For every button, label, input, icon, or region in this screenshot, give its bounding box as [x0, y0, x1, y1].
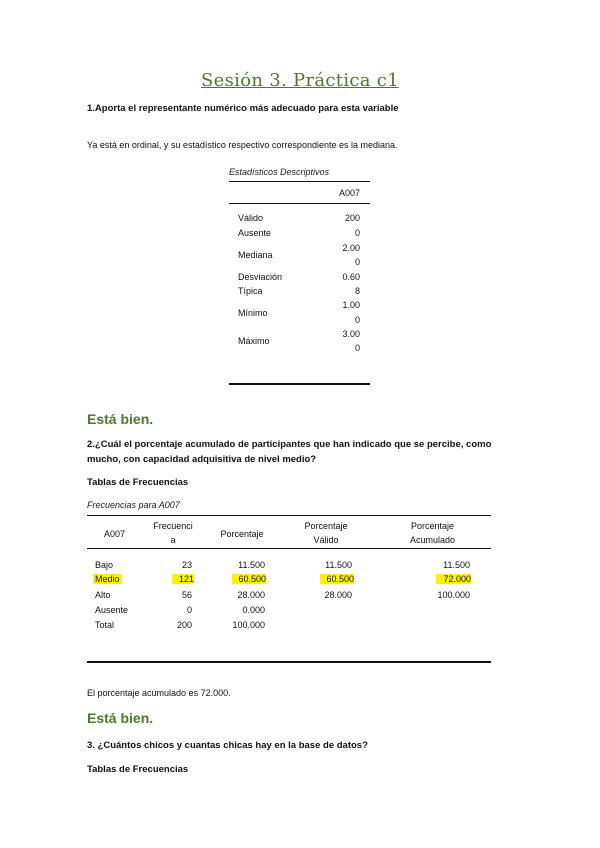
answer-2: El porcentaje acumulado es 72.000.	[87, 688, 231, 698]
question-2-line1: 2.¿Cuál el porcentaje acumulado de participantes que han indicado que se percibe, como	[87, 439, 492, 450]
table1-row-label: Típica	[238, 286, 263, 296]
table2-row-cum: 11.500	[443, 560, 470, 570]
table1-row-label: Válido	[238, 213, 264, 223]
table2-row-label: Ausente	[95, 605, 129, 615]
freq-heading-2: Tablas de Frecuencias	[87, 764, 189, 775]
table2-header-valid: Porcentaje	[304, 521, 348, 531]
table2-header-freq: a	[170, 535, 176, 545]
table2-row-valid-highlighted: 60.500	[320, 574, 354, 584]
table1-header-rule	[229, 203, 370, 204]
table1-row-value: 0	[354, 257, 360, 267]
page-title: Sesión 3. Práctica c1	[201, 70, 399, 91]
table1-row-label: Mediana	[238, 250, 273, 260]
table2-row-pct: 100.000	[232, 620, 265, 630]
table1-top-rule	[229, 181, 370, 182]
table1-row-value: 1.00	[342, 300, 360, 310]
table1-column-header: A007	[338, 188, 360, 198]
table2-row-pct: 0.000	[242, 605, 265, 615]
table2-header-a007: A007	[103, 529, 126, 539]
table2-row-cum-highlighted: 72.000	[436, 574, 471, 584]
table1-row-label: Máximo	[238, 336, 270, 346]
feedback-1: Está bien.	[87, 411, 154, 427]
table2-header-valid: Válido	[313, 535, 339, 545]
table1-row-value: 200	[344, 213, 360, 223]
table1-row-label: Mínimo	[238, 308, 268, 318]
table1-row-value: 0	[354, 228, 360, 238]
table1-row-label: Desviación	[238, 272, 283, 282]
table2-row-label: Total	[95, 620, 115, 630]
table2-row-pct: 11.500	[238, 560, 265, 570]
table1-row-value: 2.00	[342, 243, 360, 253]
feedback-2: Está bien.	[87, 710, 154, 726]
table2-row-label: Bajo	[95, 560, 114, 570]
table2-row-valid: 11.500	[325, 560, 352, 570]
table2-row-pct: 28.000	[237, 590, 265, 600]
table2-header-rule	[87, 548, 491, 549]
freq-heading: Tablas de Frecuencias	[87, 477, 189, 488]
table2-top-rule	[87, 515, 491, 516]
table2-row-freq: 23	[181, 560, 192, 570]
table2-row-label: Alto	[95, 590, 111, 600]
table2-row-freq-highlighted: 121	[172, 574, 194, 584]
answer-1: Ya está en ordinal, y su estadístico respectivo correspondiente es la mediana.	[87, 140, 398, 150]
table2-caption: Frecuencias para A007	[87, 500, 180, 510]
table2-row-pct-highlighted: 60.500	[232, 574, 266, 584]
table2-header-cum: Acumulado	[409, 535, 456, 545]
table2-row-freq: 200	[176, 620, 192, 630]
question-2-line2: mucho, con capacidad adquisitiva de nivel medio?	[87, 454, 317, 465]
table2-row-freq: 0	[186, 605, 192, 615]
question-1: 1.Aporta el representante numérico más adecuado para esta variable	[87, 103, 399, 114]
table1-row-value: 0	[354, 343, 360, 353]
table1-caption: Estadísticos Descriptivos	[229, 167, 330, 177]
question-3: 3. ¿Cuántos chicos y cuantas chicas hay en la base de datos?	[87, 740, 368, 751]
table2-header-freq: Frecuenci	[153, 521, 193, 531]
table1-row-value: 0.60	[342, 272, 360, 282]
table2-row-freq: 56	[181, 590, 192, 600]
table2-row-valid: 28.000	[324, 590, 352, 600]
table2-row-cum: 100.000	[437, 590, 470, 600]
table1-row-value: 0	[354, 315, 360, 325]
table2-header-cum: Porcentaje	[410, 521, 455, 531]
table1-row-label: Ausente	[238, 228, 272, 238]
table1-row-value: 8	[354, 286, 360, 296]
table1-row-value: 3.00	[342, 329, 360, 339]
table2-row-label-highlighted: Medio	[95, 574, 120, 584]
table2-header-pct: Porcentaje	[220, 529, 264, 539]
table2-bottom-rule	[87, 661, 491, 663]
table1-bottom-rule	[229, 383, 370, 385]
